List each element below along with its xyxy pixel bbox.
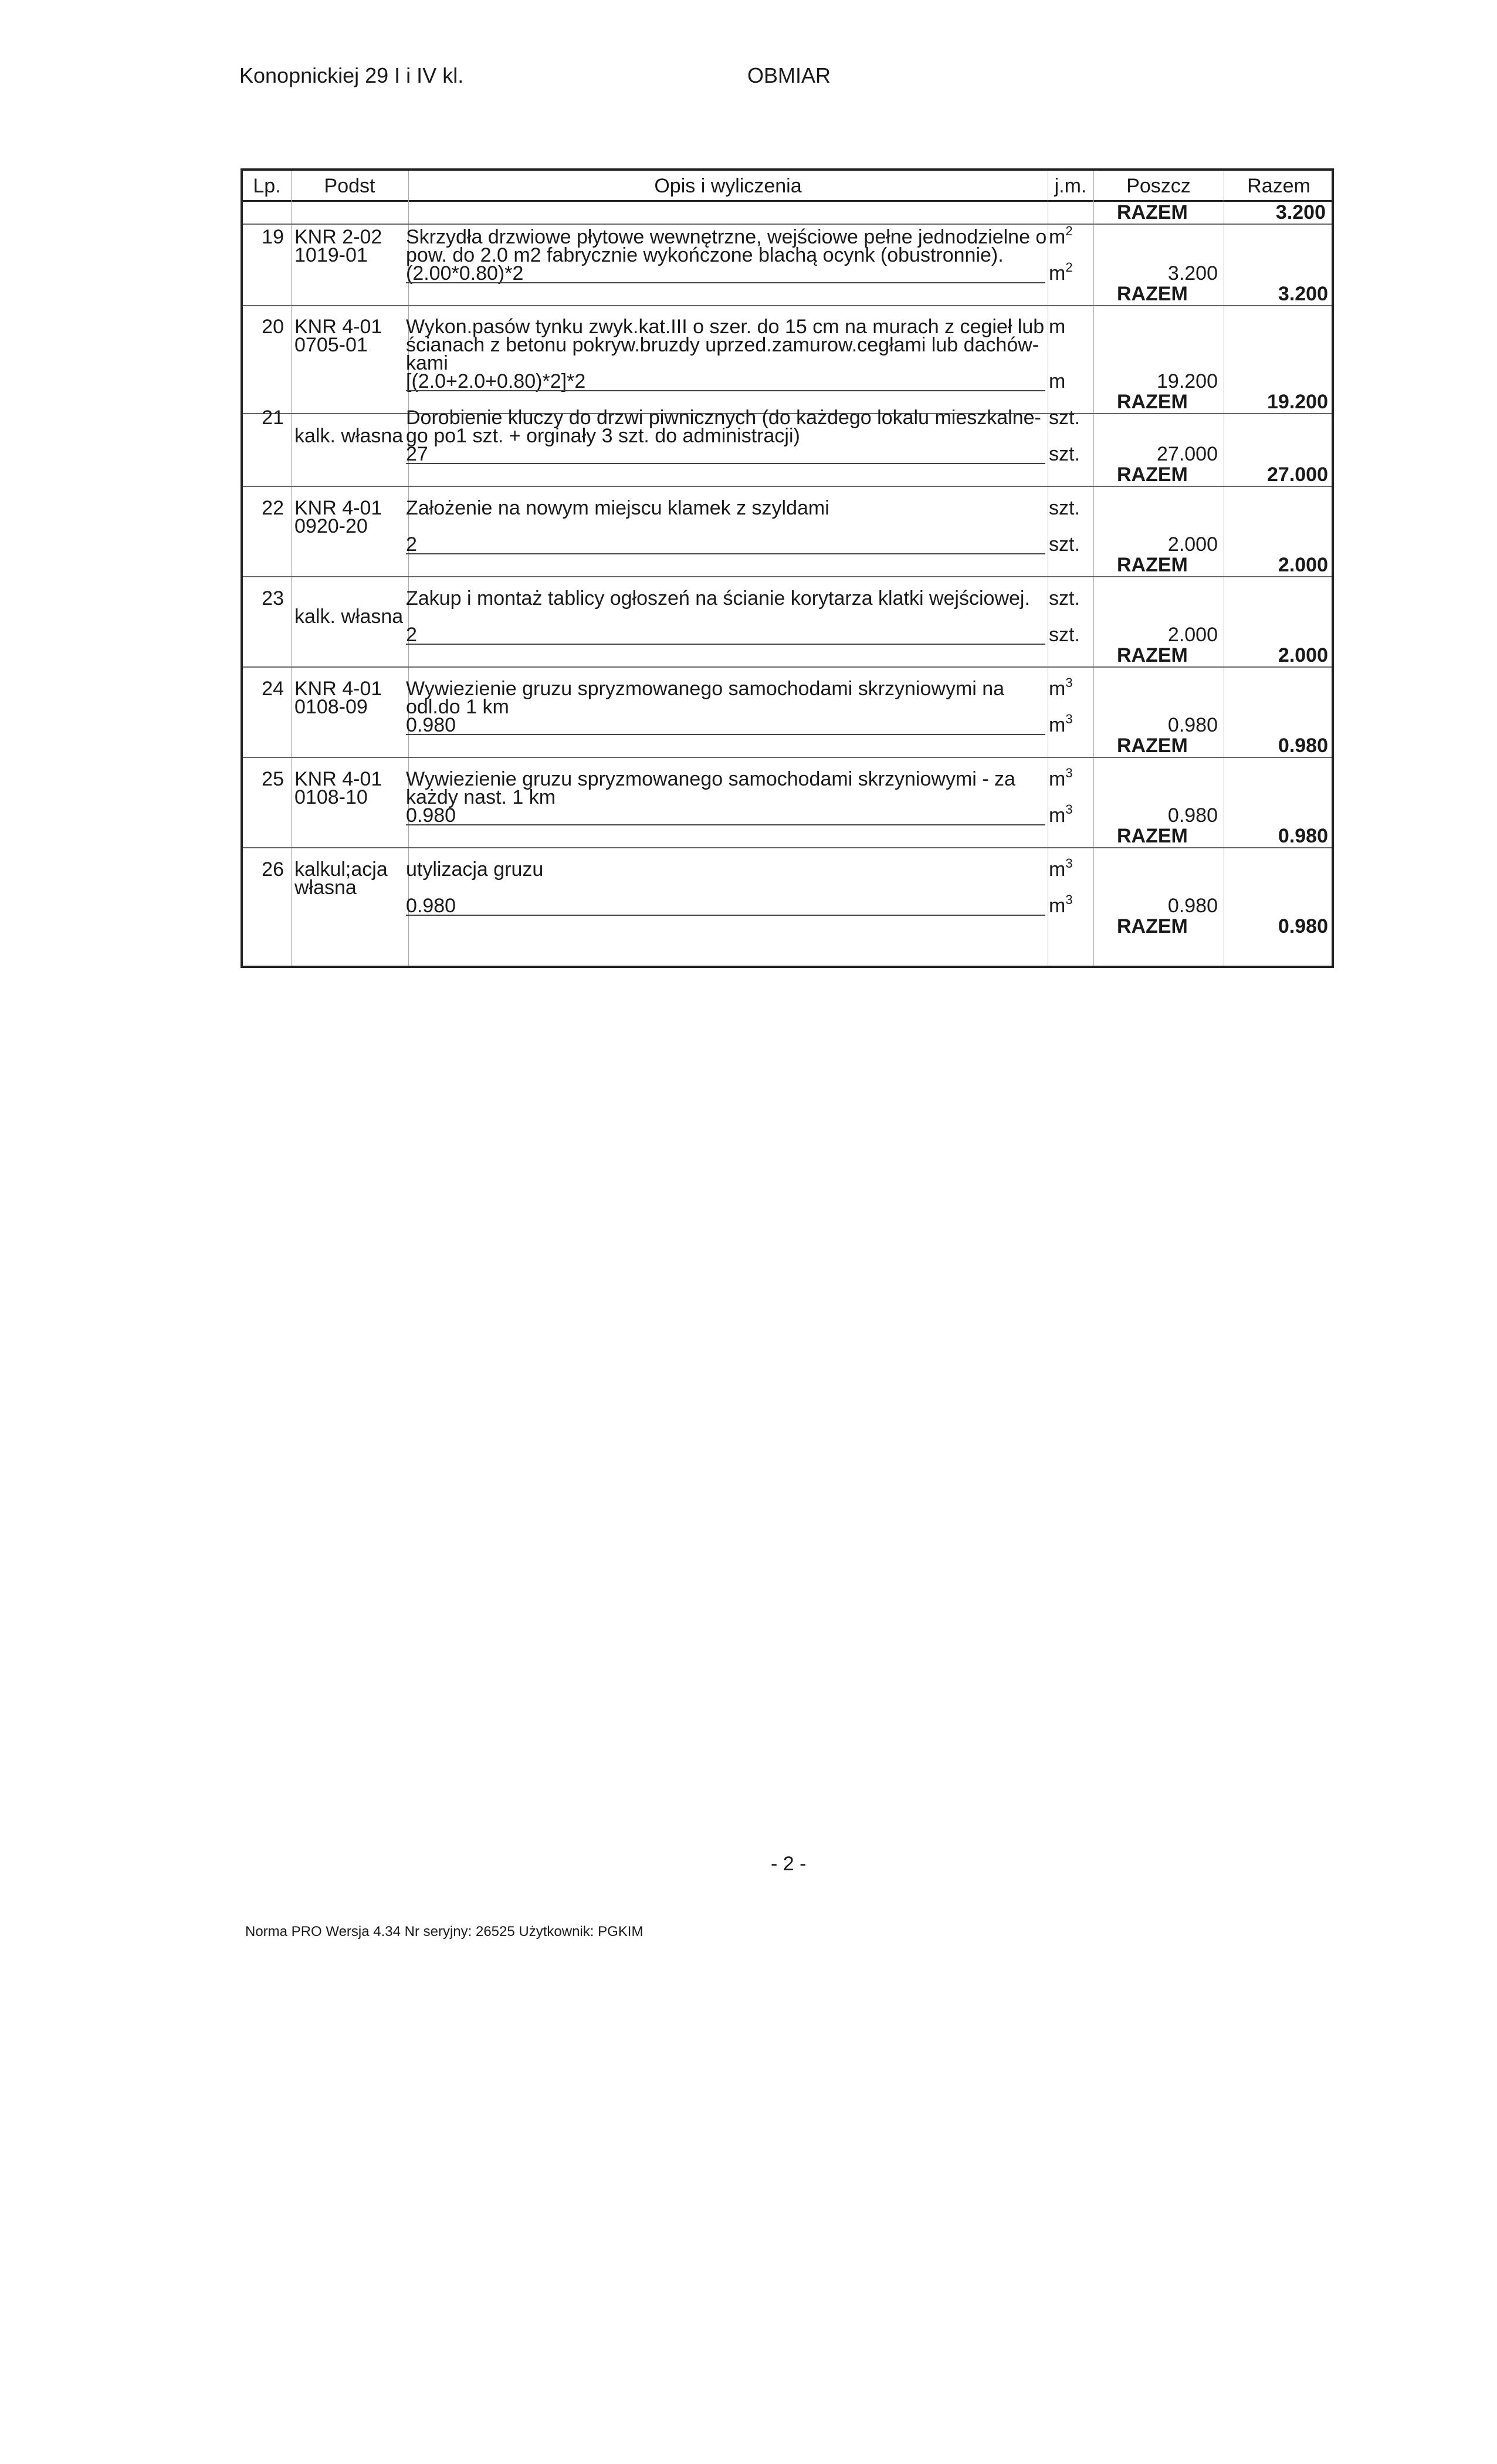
row-description-line: Skrzydła drzwiowe płytowe wewnętrzne, wejściowe pełne jednodzielne o <box>406 226 1047 248</box>
unit-text: szt. <box>1049 587 1080 610</box>
header-document-title: OBMIAR <box>747 63 831 87</box>
row-podst: kalk. własna <box>294 425 404 447</box>
unit-superscript: 3 <box>1065 856 1073 871</box>
razem-label: RAZEM <box>1117 644 1188 666</box>
unit-superscript: 3 <box>1065 766 1073 780</box>
row-lp: 19 <box>262 226 284 248</box>
row-calc-unit <box>1049 262 1073 285</box>
row-razem-value: 27.000 <box>1267 463 1328 486</box>
row-description-line: Dorobienie kluczy do drzwi piwnicznych (do każdego lokalu mieszkalne- <box>406 407 1041 429</box>
row-calc-unit <box>1049 443 1080 466</box>
unit-text: m <box>1049 858 1066 881</box>
row-podst: 0920-20 <box>294 515 368 537</box>
unit-superscript: 3 <box>1065 802 1073 817</box>
row-divider <box>243 757 1332 758</box>
row-razem-value: 19.200 <box>1267 391 1328 413</box>
unit-superscript: 3 <box>1065 892 1073 907</box>
unit-superscript: 3 <box>1065 675 1073 690</box>
calc-underline <box>406 282 1045 283</box>
calc-underline <box>406 463 1045 464</box>
row-lp: 26 <box>262 858 284 881</box>
row-lp: 22 <box>262 497 284 519</box>
row-poszcz-value: 19.200 <box>1157 370 1218 392</box>
unit-text: m <box>1049 316 1066 338</box>
row-unit <box>1049 226 1073 249</box>
row-podst: 1019-01 <box>294 244 368 266</box>
row-poszcz-value: 2.000 <box>1167 624 1218 646</box>
row-razem-value: 0.980 <box>1278 825 1328 847</box>
row-razem-value: 2.000 <box>1278 554 1328 576</box>
row-unit <box>1049 675 1073 700</box>
unit-text: szt. <box>1049 533 1080 556</box>
row-calculation: 0.980 <box>406 714 456 736</box>
row-description-line: utylizacja gruzu <box>406 858 544 881</box>
row-divider <box>243 847 1332 848</box>
column-divider <box>1093 171 1094 966</box>
row-unit <box>1049 497 1080 520</box>
row-divider <box>243 305 1332 306</box>
row-calculation: 2 <box>406 624 417 646</box>
row-podst: KNR 4-01 <box>294 678 382 700</box>
unit-text: m <box>1049 226 1066 248</box>
measurement-table <box>241 168 1334 968</box>
row-divider <box>243 576 1332 577</box>
row-description-line: Wywiezienie gruzu spryzmowanego samochodami skrzyniowymi na <box>406 678 1005 700</box>
row-description-line: odl.do 1 km <box>406 696 509 718</box>
row-description-line: Założenie na nowym miejscu klamek z szyldami <box>406 497 829 519</box>
unit-superscript: 2 <box>1065 260 1073 275</box>
row-calculation: 2 <box>406 533 417 556</box>
razem-label: RAZEM <box>1117 283 1188 305</box>
row-lp: 25 <box>262 768 284 790</box>
row-podst: kalkul;acja <box>294 858 388 881</box>
footer-software-note: Norma PRO Wersja 4.34 Nr seryjny: 26525 Użytkownik: PGKIM <box>245 1924 643 1940</box>
unit-text: m <box>1049 714 1066 736</box>
column-header-poszcz: Poszcz <box>1126 175 1191 197</box>
unit-text: m <box>1049 678 1066 700</box>
unit-text: szt. <box>1049 624 1080 646</box>
column-header-lp: Lp. <box>253 175 281 197</box>
razem-label: RAZEM <box>1117 201 1188 224</box>
calc-underline <box>406 644 1045 645</box>
row-description-line: każdy nast. 1 km <box>406 786 556 808</box>
row-calculation: 0.980 <box>406 895 456 917</box>
row-unit <box>1049 858 1073 881</box>
calc-underline <box>406 553 1045 554</box>
calc-underline <box>406 824 1045 825</box>
row-calc-unit <box>1049 804 1073 827</box>
row-poszcz-value: 2.000 <box>1167 533 1218 556</box>
row-razem-value: 0.980 <box>1278 735 1328 757</box>
header-location: Konopnickiej 29 I i IV kl. <box>239 63 464 87</box>
unit-text: m <box>1049 895 1066 917</box>
row-description-line: kami <box>406 352 448 374</box>
row-calc-unit <box>1049 370 1065 393</box>
unit-text: szt. <box>1049 443 1080 465</box>
row-podst: KNR 4-01 <box>294 768 382 790</box>
row-calc-unit <box>1049 533 1080 556</box>
row-description-line: Wykon.pasów tynku zwyk.kat.III o szer. do 15 cm na murach z cegieł lub <box>406 316 1045 338</box>
row-calc-unit <box>1049 892 1073 918</box>
row-calculation: 0.980 <box>406 804 456 827</box>
razem-total-value: 3.200 <box>1275 201 1326 224</box>
column-header-jm: j.m. <box>1054 175 1087 197</box>
razem-label: RAZEM <box>1117 554 1188 576</box>
row-calc-unit <box>1049 624 1080 647</box>
column-header-razem: Razem <box>1247 175 1310 197</box>
razem-label: RAZEM <box>1117 915 1188 937</box>
row-razem-value: 2.000 <box>1278 644 1328 666</box>
row-lp: 23 <box>262 587 284 610</box>
unit-text: m <box>1049 262 1066 285</box>
row-description-line: pow. do 2.0 m2 fabrycznie wykończone blachą ocynk (obustronnie). <box>406 244 1004 266</box>
razem-label: RAZEM <box>1117 391 1188 413</box>
calc-underline <box>406 390 1045 391</box>
column-header-opis: Opis i wyliczenia <box>654 175 802 197</box>
row-poszcz-value: 0.980 <box>1167 714 1218 736</box>
row-podst: KNR 4-01 <box>294 497 382 519</box>
unit-superscript: 2 <box>1065 224 1073 238</box>
razem-label: RAZEM <box>1117 735 1188 757</box>
table-header-row <box>243 171 1332 202</box>
row-unit <box>1049 768 1073 791</box>
razem-label: RAZEM <box>1117 463 1188 486</box>
row-unit <box>1049 587 1080 610</box>
row-description-line: go po1 szt. + orginały 3 szt. do administracji) <box>406 425 800 447</box>
row-calculation: [(2.0+2.0+0.80)*2]*2 <box>406 370 586 392</box>
row-poszcz-value: 3.200 <box>1167 262 1218 285</box>
row-podst: KNR 2-02 <box>294 226 382 248</box>
calc-underline <box>406 734 1045 735</box>
row-description-line: ścianach z betonu pokryw.bruzdy uprzed.zamurow.cegłami lub dachów- <box>406 334 1039 356</box>
row-description-line: Zakup i montaż tablicy ogłoszeń na ścianie korytarza klatki wejściowej. <box>406 587 1030 610</box>
column-divider <box>408 171 409 966</box>
row-unit <box>1049 407 1080 429</box>
row-lp: 21 <box>262 407 284 429</box>
unit-text: szt. <box>1049 497 1080 519</box>
unit-superscript: 3 <box>1065 712 1073 726</box>
row-lp: 20 <box>262 316 284 338</box>
row-divider <box>243 224 1332 225</box>
row-unit <box>1049 316 1065 339</box>
row-podst: 0108-09 <box>294 696 368 718</box>
unit-text: szt. <box>1049 407 1080 429</box>
row-podst: własna <box>294 876 357 899</box>
row-description-line: Wywiezienie gruzu spryzmowanego samochodami skrzyniowymi - za <box>406 768 1015 790</box>
row-poszcz-value: 0.980 <box>1167 895 1218 917</box>
calc-underline <box>406 915 1045 916</box>
razem-label: RAZEM <box>1117 825 1188 847</box>
row-divider <box>243 486 1332 487</box>
row-calculation: 27 <box>406 443 428 465</box>
row-divider <box>243 666 1332 668</box>
row-podst: 0108-10 <box>294 786 368 808</box>
column-divider <box>291 171 292 966</box>
row-poszcz-value: 27.000 <box>1157 443 1218 465</box>
row-poszcz-value: 0.980 <box>1167 804 1218 827</box>
unit-text: m <box>1049 370 1066 392</box>
page-number: - 2 - <box>771 1853 807 1875</box>
row-calculation: (2.00*0.80)*2 <box>406 262 524 285</box>
row-podst: KNR 4-01 <box>294 316 382 338</box>
row-razem-value: 0.980 <box>1278 915 1328 937</box>
column-header-podst: Podst <box>324 175 375 197</box>
row-podst: 0705-01 <box>294 334 368 356</box>
row-calc-unit <box>1049 714 1073 737</box>
unit-text: m <box>1049 804 1066 827</box>
unit-text: m <box>1049 768 1066 790</box>
row-lp: 24 <box>262 678 284 700</box>
row-podst: kalk. własna <box>294 605 404 628</box>
row-razem-value: 3.200 <box>1278 283 1328 305</box>
